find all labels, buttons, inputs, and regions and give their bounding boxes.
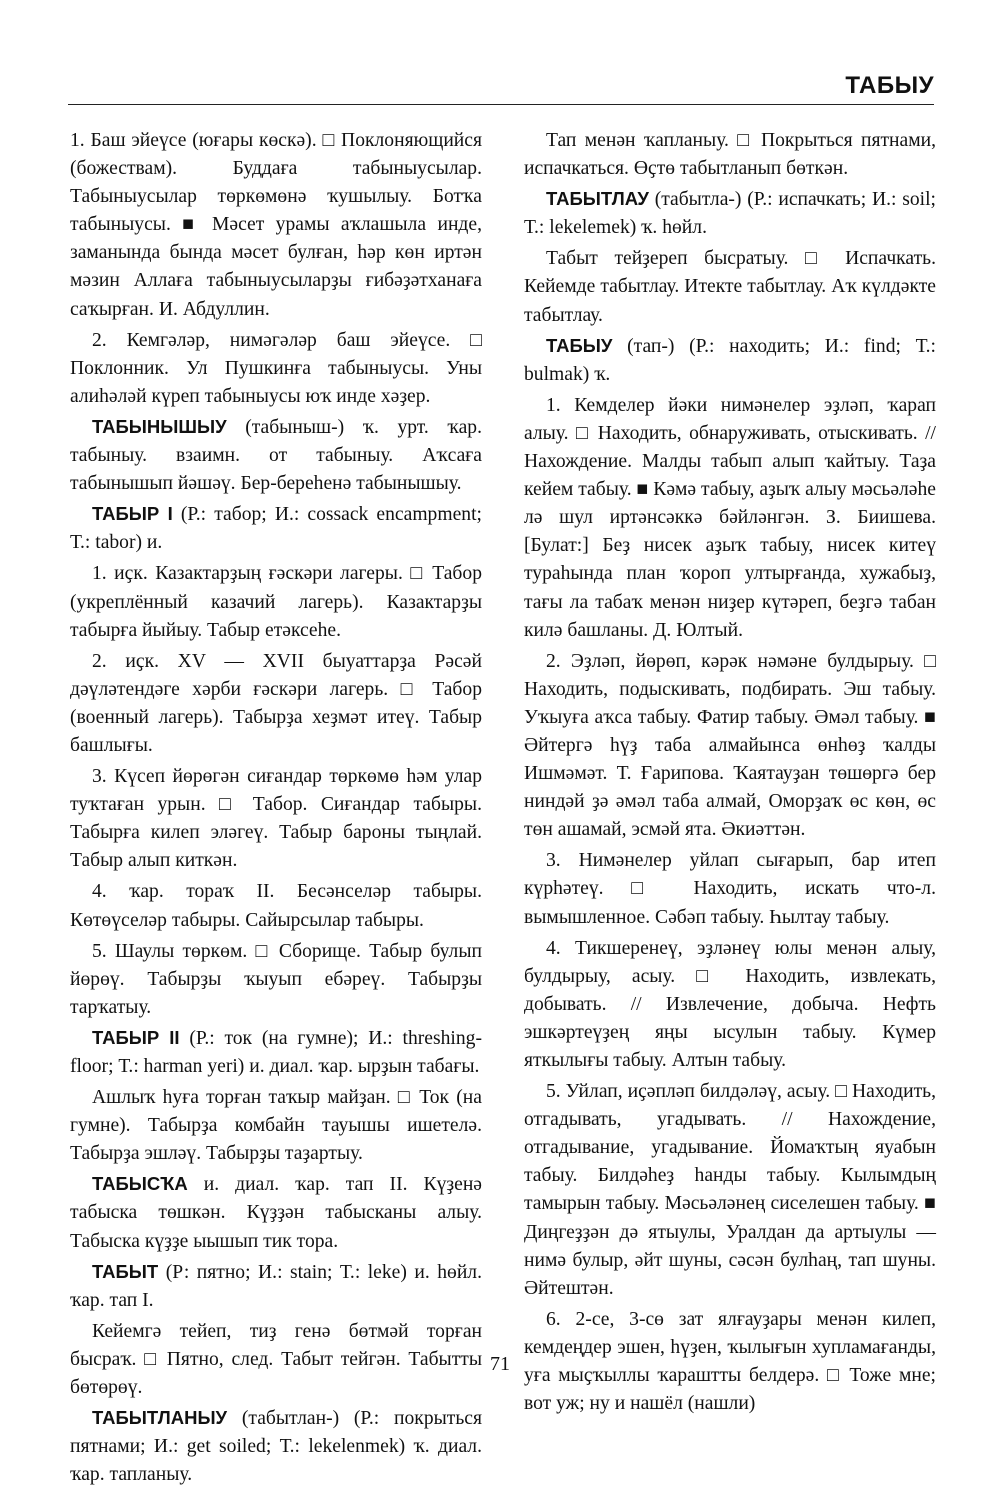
entry-text: (табытла-) (Р.: испачкать; И.: soil; Т.: lekelemek) ҡ. һөйл. — [524, 189, 936, 239]
entry-paragraph — [524, 934, 936, 1075]
entry-paragraph — [524, 1077, 936, 1303]
headword: ТАБЫНЫШЫУ — [92, 415, 227, 437]
page-number: 71 — [490, 1353, 510, 1375]
entry-text: 3. Күсеп йөрөгән сиғандар төркөмө һәм улар туҡтаған урын. □ Табор. Сиғандар табыры. Табырға килеп эләгеү. Табыр бароны тыңлай. Табыр алып киткән. — [70, 766, 482, 872]
entry-paragraph — [524, 332, 936, 389]
entry-text: (табытлан-) (Р.: покрыться пятнами; И.: get soiled; Т.: lekelenmek) ҡ. диал. ҡар. тапланыу. — [70, 1408, 482, 1486]
entry-paragraph — [70, 500, 482, 557]
entry-text: Тап менән ҡапланыу. □ Покрыться пятнами, испачкаться. Өҫтө табытланып бөткән. — [524, 130, 936, 180]
entry-paragraph — [524, 647, 936, 845]
entry-text: 1. иҫк. Казактарҙың ғәскәри лагеры. □ Табор (укреплённый казачий лагерь). Казактарҙы табырға йыйыу. Табыр етәксеһе. — [70, 563, 482, 641]
headword: ТАБЫТЛАНЫУ — [92, 1407, 228, 1429]
entry-text: 3. Нимәнелер уйлап сығарып, бар итеп күрһәтеү. □ Находить, искать что-л. вымышленное. Сәбәп табыу. Һылтау табыу. — [524, 850, 936, 928]
entry-text: 5. Уйлап, иҫәпләп билдәләү, асыу. □ Находить, отгадывать, угадывать. // Нахождение, отгадывание, угадывание. Йомаҡтың яуабын табыу. Билдәһеҙ һанды табыу. Кылымдың тамырын табыу. Мәсьәләнең сиселешен табыу. ■ Диңгеҙҙән дә ятыулы, Уралдан да артыулы — нимә булыр, әйт шуны, сәсән булһаң, тап шуны. Әйтештән. — [524, 1081, 936, 1299]
entry-text: (Р: пятно; И.: stain; Т.: leke) и. һөйл. ҡар. тап I. — [70, 1261, 482, 1311]
entry-paragraph — [70, 877, 482, 934]
running-head-title: ТАБЫУ — [845, 72, 934, 99]
entry-paragraph — [70, 1083, 482, 1168]
entry-paragraph — [70, 937, 482, 1022]
entry-text: (табыныш-) ҡ. урт. ҡар. табыныу. взаимн. от табыныу. Аҡсаға табынышып йәшәү. Бер-береһенә табынышыу. — [70, 416, 482, 495]
left-column — [70, 126, 482, 1491]
entry-text: 4. ҡар. тораҡ II. Бесәнселәр табыры. Көтөүселәр табыры. Сайырсылар табыры. — [70, 881, 482, 931]
entry-paragraph — [70, 559, 482, 644]
entry-paragraph — [70, 413, 482, 498]
entry-text: 4. Тикшеренеү, эҙләнеү юлы менән алыу, булдырыу, асыу. □ Находить, извлекать, добывать. // Извлечение, добыча. Нефть эшкәртеүҙең яңы ысулын табыу. Күмер яткылығы табыу. Алтын табыу. — [524, 937, 936, 1071]
header-rule — [68, 104, 934, 105]
entry-paragraph — [70, 647, 482, 760]
entry-text: 6. 2-се, 3-сө зат ялғауҙары менән килеп, кемдеңдер эшен, һүҙен, ҡылығын хупламағанды, уға мыҫҡыллы ҡараштты белдерә. □ Тоже мне; вот уж; ну и нашёл (нашли) — [524, 1308, 936, 1415]
entry-text: (тап-) (Р.: находить; И.: find; Т.: bulmak) ҡ. — [524, 335, 936, 385]
entry-paragraph — [524, 185, 936, 242]
entry-paragraph — [70, 126, 482, 324]
headword: ТАБЫТЛАУ — [546, 188, 649, 210]
entry-text: (Р.: табор; И.: cossack encampment; Т.: tabor) и. — [70, 504, 482, 554]
entry-text: 2. Кемгәләр, нимәгәләр баш эйеүсе. □ Поклонник. Ул Пушкинға табыныусы. Уны алиһәләй күреп табыныусы юҡ инде хәҙер. — [70, 329, 482, 407]
entry-paragraph — [524, 244, 936, 329]
entry-paragraph — [70, 762, 482, 875]
entry-text: и. диал. ҡар. тап II. Күҙенә табыска төшкән. Күҙҙән табысканы алыу. Табыска күҙҙе ыышып тик тора. — [70, 1174, 482, 1252]
entry-text: Табыт тейҙереп бысратыу. □ Испачкать. Кейемде табытлау. Итекте табытлау. Аҡ күлдәкте табытлау. — [524, 248, 936, 326]
right-column — [524, 126, 936, 1420]
headword: ТАБЫР I — [92, 503, 173, 525]
entry-text: 1. Баш эйеүсе (юғары көскә). □ Поклоняющийся (божествам). Буддаға табыныусылар. Табыныусылар төркөмөнә ҡушылыу. Ботҡа табыныусы. ■ Мәсет урамы аҡлашыла инде, заманында бында мәсет булған, һәр көн иртән мәзин Аллаға табыныусыларҙы ғибәҙәтханаға саҡырған. И. Абдуллин. — [70, 130, 482, 320]
entry-text: 2. Эҙләп, йөрөп, кәрәк нәмәне булдырыу. □ Находить, подыскивать, подбирать. Эш табыу. Уҡыуға аҡса табыу. Фатир табыу. Әмәл табыу. ■ Әйтергә һүҙ таба алмайынса өнһөҙ ҡалды Ишмәмәт. Т. Ғарипова. Ҡаятауҙан төшөргә бер ниндәй ҙә әмәл таба алмай, Оморҙаҡ өс көн, өс төн ашамай, эсмәй ята. Әкиәттән. — [524, 650, 936, 841]
entry-paragraph — [524, 391, 936, 645]
entry-text: Ашлыҡ һуға торған таҡыр майҙан. □ Ток (на гумне). Табырҙа комбайн тауышы ишетелә. Табырҙа эшләү. Табырҙы таҙартыу. — [70, 1087, 482, 1165]
entry-paragraph — [70, 1024, 482, 1081]
headword: ТАБЫСҠА — [92, 1173, 188, 1195]
entry-paragraph — [524, 126, 936, 183]
headword: ТАБЫР II — [92, 1026, 180, 1048]
entry-text: 2. иҫк. XV — XVII быуаттарҙа Рәсәй дәүләтендәге хәрби ғәскәри лагерь. □ Табор (военный лагерь). Табырҙа хеҙмәт итеү. Табыр башлығы. — [70, 650, 482, 756]
entry-paragraph — [70, 1258, 482, 1315]
entry-paragraph — [70, 1170, 482, 1255]
entry-paragraph — [524, 846, 936, 931]
entry-text: 1. Кемделер йәки нимәнелер эҙләп, ҡарап алыу. □ Находить, обнаруживать, отыскивать. // Нахождение. Малды табып алып ҡайтыу. Таҙа кейем табыу. ■ Кәмә табыу, аҙыҡ алыу мәсьәләһе лә шул иртәнсәккә бәйләнгән. З. Биишева. [Булат:] Беҙ нисек аҙыҡ табыу, нисек китеү тураһында план ҡороп ултырғанда, хужабыҙ, тағы ла табаҡ менән ниҙер күтәреп, беҙгә табан килә башланы. Д. Юлтый. — [524, 394, 936, 641]
entry-text: Кейемгә тейеп, тиҙ генә бөтмәй торған бысраҡ. □ Пятно, след. Табыт тейгән. Табытты бөтөрөү. — [70, 1320, 482, 1399]
entry-paragraph — [70, 326, 482, 411]
entry-text: 5. Шаулы төркөм. □ Сборище. Табыр булып йөрөү. Табырҙы ҡыуып ебәреү. Табырҙы тарҡатыу. — [70, 940, 482, 1018]
headword: ТАБЫУ — [546, 334, 613, 356]
headword: ТАБЫТ — [92, 1260, 159, 1282]
entry-text: (Р.: ток (на гумне); И.: threshing-floor; Т.: harman yeri) и. диал. ҡар. ырҙын табағы. — [70, 1027, 482, 1077]
entry-paragraph — [70, 1404, 482, 1489]
